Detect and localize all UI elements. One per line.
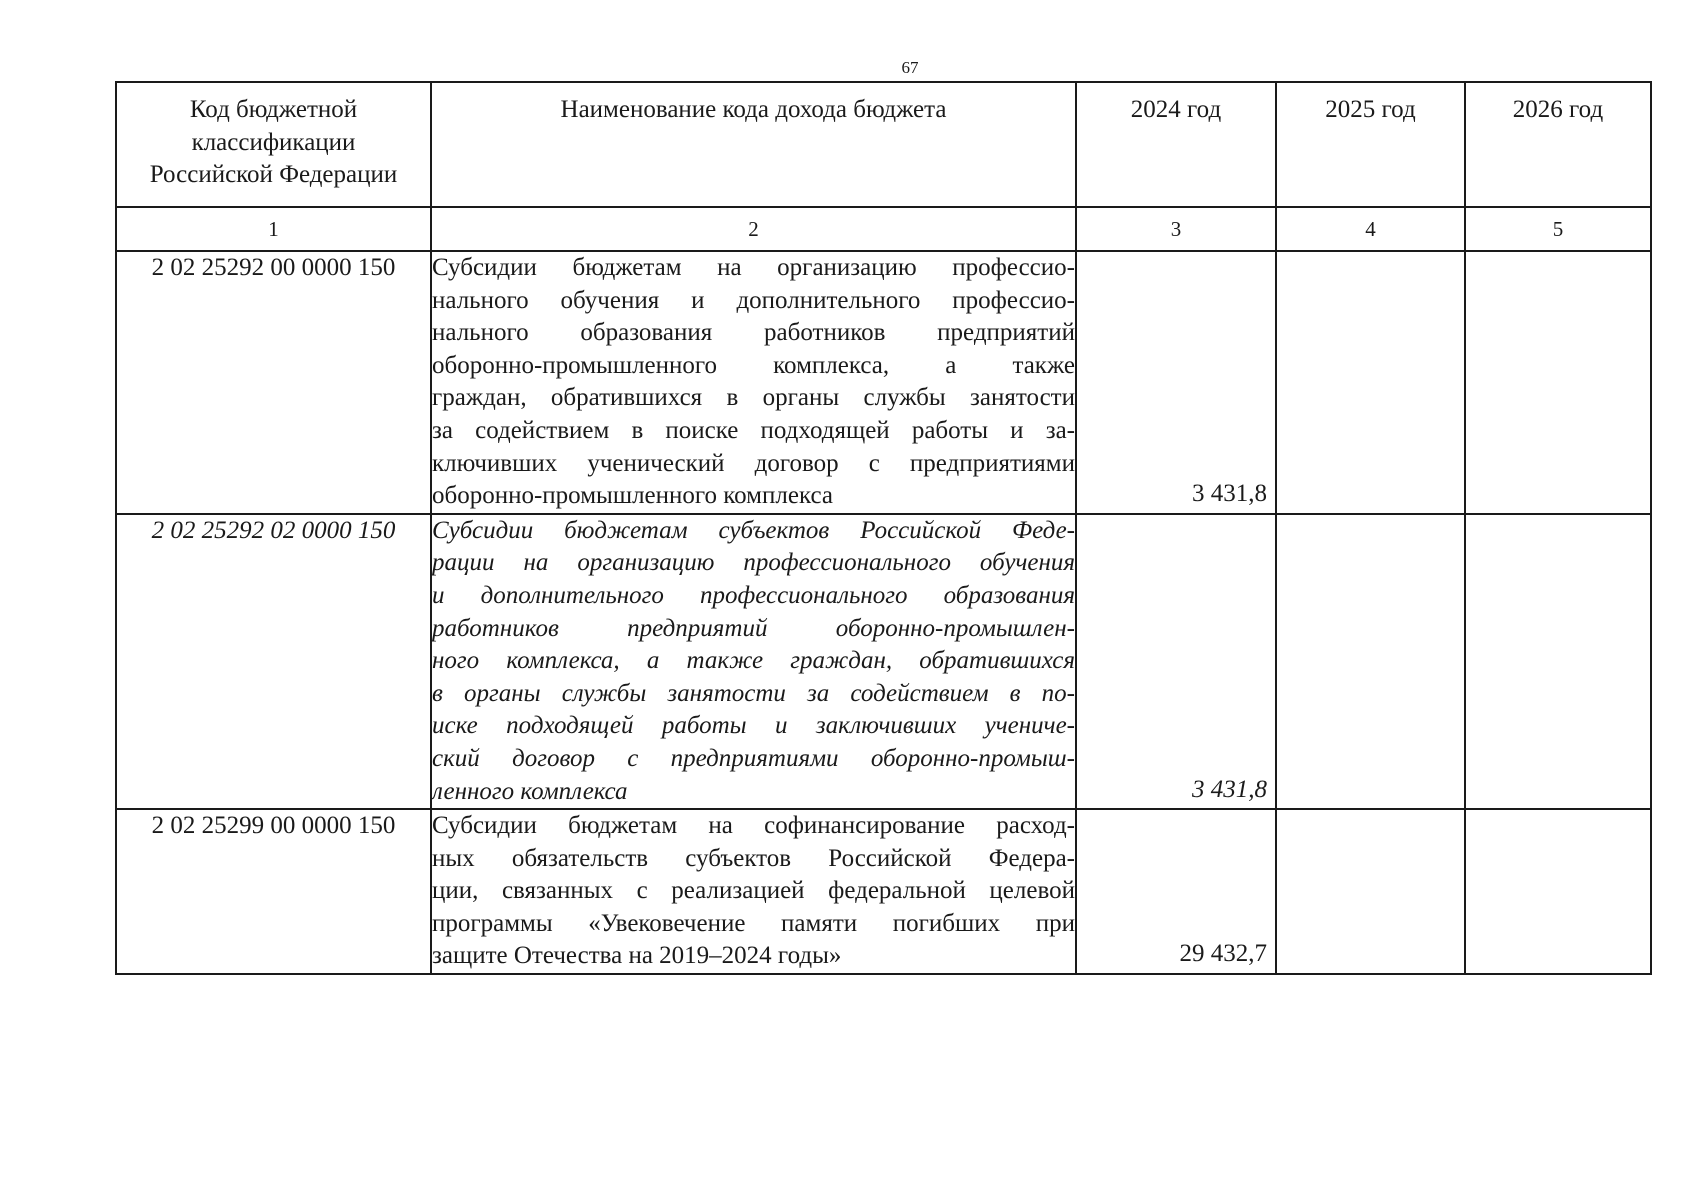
revenue-name-line: работников предприятий оборонно-промышлен- [432, 614, 1075, 642]
amount-2025-cell [1276, 514, 1465, 809]
revenue-name-line: иске подходящей работы и заключивших учениче- [432, 712, 1075, 740]
column-number: 2 [431, 207, 1076, 251]
revenue-name-line: Субсидии бюджетам на организацию профессио- [432, 254, 1075, 281]
revenue-name-cell [431, 514, 1076, 809]
revenue-name-line: ленного комплекса [432, 777, 628, 805]
revenue-name-line: ного комплекса, а также граждан, обратившихся [432, 647, 1075, 675]
budget-code-cell: 2 02 25299 00 0000 150 [116, 809, 431, 974]
amount-2026-cell [1465, 809, 1651, 974]
revenue-name-line: ключивших ученический договор с предприятиями [432, 449, 1075, 477]
column-number: 5 [1465, 207, 1651, 251]
budget-code-cell: 2 02 25292 02 0000 150 [116, 514, 431, 809]
amount-2025-cell [1276, 809, 1465, 974]
table-row [116, 809, 1651, 974]
header-2024: 2024 год [1076, 82, 1276, 207]
revenue-name-line: и дополнительного профессионального образования [432, 581, 1075, 609]
revenue-name-line: за содействием в поиске подходящей работы и за- [432, 416, 1075, 444]
revenue-name-line: нального образования работников предприятий [432, 319, 1075, 347]
header-name: Наименование кода дохода бюджета [431, 82, 1076, 207]
table-row [116, 514, 1651, 809]
table-header-row [116, 82, 1651, 207]
revenue-name-line: ский договор с предприятиями оборонно-промыш- [432, 744, 1075, 772]
revenue-name-cell [431, 251, 1076, 514]
revenue-name-line: нального обучения и дополнительного профессио- [432, 286, 1075, 314]
header-2026: 2026 год [1465, 82, 1651, 207]
budget-revenue-table [115, 81, 1652, 975]
revenue-name-line: рации на организацию профессионального обучения [432, 549, 1075, 577]
revenue-name-line: защите Отечества на 2019–2024 годы» [432, 942, 842, 970]
amount-2024-cell: 29 432,7 [1076, 809, 1276, 974]
revenue-name-line: ных обязательств субъектов Российской Федера- [432, 844, 1075, 872]
column-number: 1 [116, 207, 431, 251]
amount-2025-cell [1276, 251, 1465, 514]
revenue-name-line: Субсидии бюджетам на софинансирование расход- [432, 812, 1075, 840]
amount-2026-cell [1465, 514, 1651, 809]
revenue-name-line: оборонно-промышленного комплекса [432, 482, 833, 510]
header-code [116, 82, 431, 207]
header-2025: 2025 год [1276, 82, 1465, 207]
amount-2026-cell [1465, 251, 1651, 514]
revenue-name-cell [431, 809, 1076, 974]
column-number-row [116, 207, 1651, 251]
column-number: 3 [1076, 207, 1276, 251]
budget-code-cell: 2 02 25292 00 0000 150 [116, 251, 431, 514]
revenue-name-line: в органы службы занятости за содействием в по- [432, 679, 1075, 707]
revenue-name-line: оборонно-промышленного комплекса, а также [432, 351, 1075, 379]
header-code-label: Код бюджетной классификации Российской Федерации [149, 96, 398, 189]
revenue-name-line: Субсидии бюджетам субъектов Российской Феде- [432, 516, 1075, 544]
amount-2024-cell: 3 431,8 [1076, 251, 1276, 514]
column-number: 4 [1276, 207, 1465, 251]
page-number: 67 [901, 58, 919, 77]
revenue-name-line: ции, связанных с реализацией федеральной целевой [432, 877, 1075, 905]
revenue-name-line: программы «Увековечение памяти погибших при [432, 909, 1075, 937]
table-row [116, 251, 1651, 514]
amount-2024-cell: 3 431,8 [1076, 514, 1276, 809]
table-body [116, 251, 1651, 974]
revenue-name-line: граждан, обратившихся в органы службы занятости [432, 384, 1075, 412]
